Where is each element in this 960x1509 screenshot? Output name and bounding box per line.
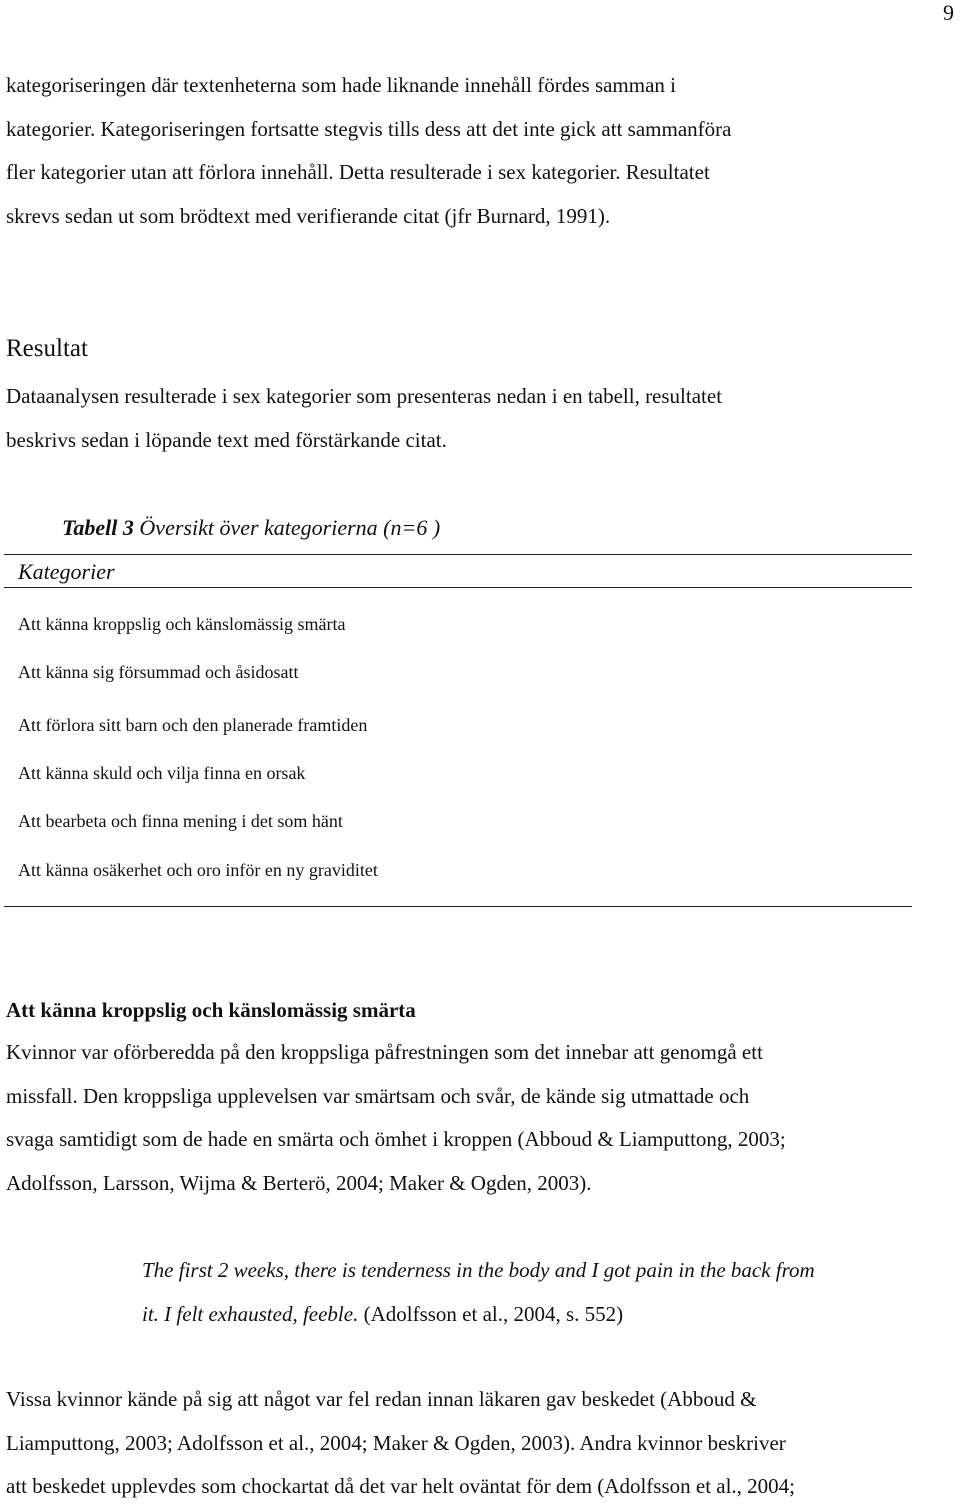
text-line: skrevs sedan ut som brödtext med verifierande citat (jfr Burnard, 1991). [6, 203, 611, 228]
text-line: fler kategorier utan att förlora innehåll. Detta resulterade i sex kategorier. Resultatet [6, 160, 710, 184]
intro-paragraph [6, 64, 954, 238]
text-line: kategoriseringen där textenheterna som hade liknande innehåll fördes samman i [6, 73, 677, 97]
text-line: Dataanalysen resulterade i sex kategorier som presenteras nedan i en tabell, resultatet [6, 384, 723, 408]
quote-text: it. I felt exhausted, feeble. [142, 1301, 359, 1326]
text-line: kategorier. Kategoriseringen fortsatte stegvis tills dess att det inte gick att sammanföra [6, 116, 732, 141]
text-line: att beskedet upplevdes som chockartat då det var helt oväntat för dem (Adolfsson et al., 2004; [6, 1474, 796, 1498]
category-row: Att förlora sitt barn och den planerade framtiden [18, 715, 368, 735]
category-row: Att känna kroppslig och känslomässig smärta [18, 614, 346, 634]
table-caption-text: Översikt över kategorierna (n=6 ) [133, 515, 441, 540]
text-line: missfall. Den kroppsliga upplevelsen var smärtsam och svår, de kände sig utmattade och [6, 1083, 750, 1108]
results-paragraph [6, 375, 954, 462]
block-quote [142, 1249, 954, 1336]
quote-line [142, 1293, 954, 1337]
results-heading: Resultat [6, 335, 88, 362]
text-line: beskrivs sedan i löpande text med förstärkande citat. [6, 427, 447, 452]
text-line: svaga samtidigt som de hade en smärta och ömhet i kroppen (Abboud & Liamputtong, 2003; [6, 1127, 786, 1151]
category-paragraph-2 [6, 1378, 954, 1509]
table-column-header: Kategorier [18, 559, 115, 584]
table-header-rule [4, 587, 912, 588]
text-line: Liamputtong, 2003; Adolfsson et al., 2004; Maker & Ogden, 2003). Andra kvinnor beskriver [6, 1430, 786, 1455]
category-row: Att känna sig försummad och åsidosatt [18, 662, 299, 682]
table-caption-label: Tabell 3 [62, 515, 134, 540]
page-number: 9 [943, 0, 954, 25]
category-paragraph [6, 1031, 954, 1205]
table-bottom-rule [4, 906, 912, 907]
category-row: Att bearbeta och finna mening i det som hänt [18, 811, 343, 831]
quote-citation: (Adolfsson et al., 2004, s. 552) [358, 1301, 624, 1326]
text-line: Adolfsson, Larsson, Wijma & Berterö, 2004; Maker & Ogden, 2003). [6, 1170, 592, 1195]
category-row: Att känna skuld och vilja finna en orsak [18, 763, 306, 783]
table-caption [62, 514, 440, 542]
category-subheading: Att känna kroppslig och känslomässig smärta [6, 998, 416, 1022]
text-line: Kvinnor var oförberedda på den kroppsliga påfrestningen som det innebar att genomgå ett [6, 1040, 763, 1064]
category-row: Att känna osäkerhet och oro inför en ny graviditet [18, 860, 378, 880]
table-top-rule [4, 554, 912, 555]
text-line: Vissa kvinnor kände på sig att något var fel redan innan läkaren gav beskedet (Abboud & [6, 1387, 757, 1411]
quote-line: The first 2 weeks, there is tenderness in the body and I got pain in the back from [142, 1258, 815, 1282]
